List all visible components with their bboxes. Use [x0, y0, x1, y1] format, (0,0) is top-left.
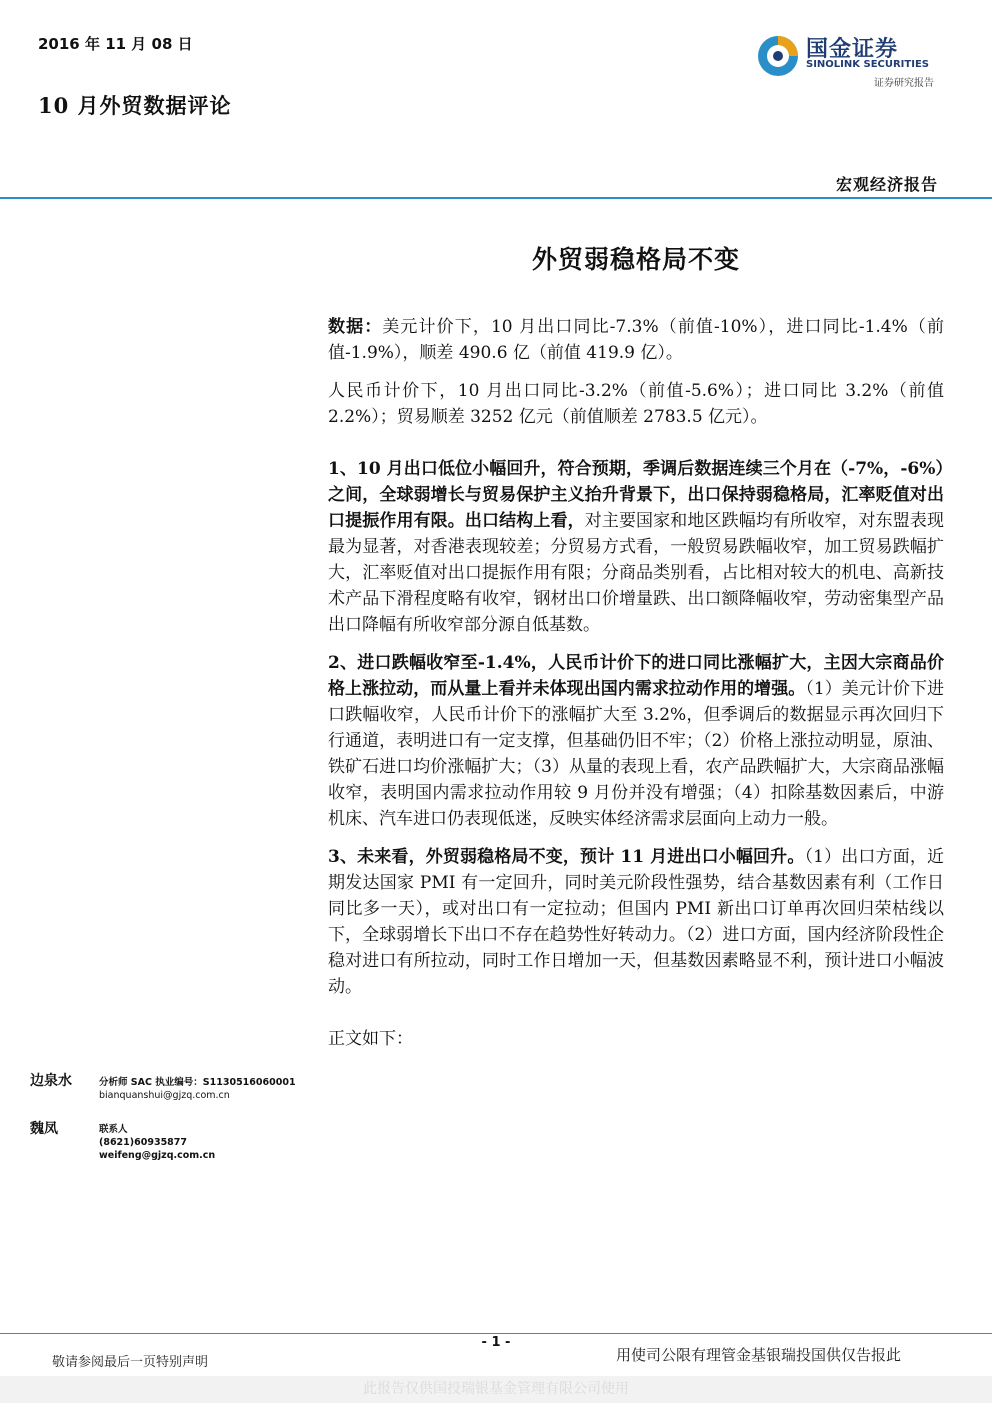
contact-name: 魏凤 — [30, 1121, 58, 1137]
report-headline: 外贸弱稳格局不变 — [531, 245, 740, 274]
data-label: 数据： — [328, 317, 383, 337]
point-3-text: （1）出口方面，近期发达国家 PMI 有一定回升，同时美元阶段性强势，结合基数因素有利（工作日同比多一天），或对出口有一定拉动；但国内 PMI 新出口订单再次回归荣枯线以下，全球弱增长下出口不存在趋势性好转动力。（2）进口方面，国内经济阶段性企稳对进口有所拉动，同时工作日增加一天，但基数因素略显不利，预计进口小幅波动。 — [328, 847, 944, 997]
contact-role-label: 联系人 — [99, 1124, 128, 1135]
contact-phone: (8621)60935877 — [99, 1137, 188, 1148]
author-role-label: 分析师 SAC 执业编号： — [99, 1077, 203, 1088]
point-1-paragraph — [328, 456, 944, 638]
footer-disclaimer: 敬请参阅最后一页特别声明 — [52, 1355, 209, 1370]
author-email[interactable]: bianquanshui@gjzq.com.cn — [99, 1090, 230, 1101]
footer-reversed-text: 用使司公限有理管金基银瑞投国供仅告报此 — [616, 1346, 902, 1364]
contact-info — [99, 1123, 215, 1162]
data-rmb-paragraph: 人民币计价下，10 月出口同比-3.2%（前值-5.6%）；进口同比 3.2%（前值 2.2%）；贸易顺差 3252 亿元（前值顺差 2783.5 亿元）。 — [328, 381, 944, 427]
point-1-text: 对主要国家和地区跌幅均有所收窄，对东盟表现最为显著，对香港表现较差；分贸易方式看，一般贸易跌幅收窄，加工贸易跌幅扩大，汇率贬值对出口提振作用有限；分商品类别看，占比相对较大的机电、高新技术产品下滑程度略有收窄，钢材出口价增量跌、出口额降幅收窄，劳动密集型产品出口降幅有所收窄部分源自低基数。 — [328, 511, 945, 635]
report-series-title: 10 月外贸数据评论 — [38, 93, 232, 118]
point-2-heading: 2、进口跌幅收窄至-1.4%，人民币计价下的进口同比涨幅扩大，主因大宗商品价格上涨拉动，而从量上看并未体现出国内需求拉动作用的增强。 — [328, 653, 944, 699]
point-3-heading: 3、未来看，外贸弱稳格局不变，预计 11 月进出口小幅回升。 — [328, 847, 805, 867]
report-body — [328, 314, 944, 1064]
author-sac-number: S1130516060001 — [202, 1077, 296, 1088]
footer-watermark: 此报告仅供国投瑞银基金管理有限公司使用 — [0, 1376, 992, 1403]
brand-name-cn: 国金证券 — [806, 37, 899, 62]
point-2-text: （1）美元计价下进口跌幅收窄，人民币计价下的涨幅扩大至 3.2%，但季调后的数据显示再次回归下行通道，表明进口有一定支撑，但基础仍旧不牢；（2）价格上涨拉动明显，原油、铁矿石进口均价涨幅扩大；（3）从量的表现上看，农产品跌幅扩大，大宗商品涨幅收窄，表明国内需求拉动作用较 9 月份并没有增强；（4）扣除基数因素后，中游机床、汽车进口仍表现低迷，反映实体经济需求层面向上动力一般。 — [328, 679, 944, 829]
author-name: 边泉水 — [30, 1073, 72, 1089]
contact-email[interactable]: weifeng@gjzq.com.cn — [99, 1150, 216, 1161]
report-category: 宏观经济报告 — [835, 175, 938, 194]
brand-logo — [756, 32, 946, 90]
data-usd-paragraph — [328, 314, 944, 366]
data-usd-text: 美元计价下，10 月出口同比-7.3%（前值-10%），进口同比-1.4%（前值-1.9%），顺差 490.6 亿（前值 419.9 亿）。 — [328, 317, 944, 363]
point-1-heading: 1、10 月出口低位小幅回升，符合预期，季调后数据连续三个月在（-7%，-6%）之间，全球弱增长与贸易保护主义抬升背景下，出口保持弱稳格局，汇率贬值对出口提振作用有限。出口结构上看， — [328, 459, 944, 531]
footer-divider — [0, 1333, 992, 1334]
page-number: - 1 - — [481, 1335, 511, 1350]
sinolink-logo-icon — [756, 34, 800, 78]
brand-name-en: SINOLINK SECURITIES — [806, 59, 929, 70]
point-2-paragraph — [328, 650, 944, 832]
point-3-paragraph — [328, 844, 944, 1000]
header-divider — [0, 197, 992, 199]
author-info — [99, 1076, 296, 1102]
brand-subtitle: 证券研究报告 — [874, 78, 934, 89]
report-date: 2016 年 11 月 08 日 — [38, 35, 193, 53]
closing-line: 正文如下： — [328, 1029, 413, 1049]
